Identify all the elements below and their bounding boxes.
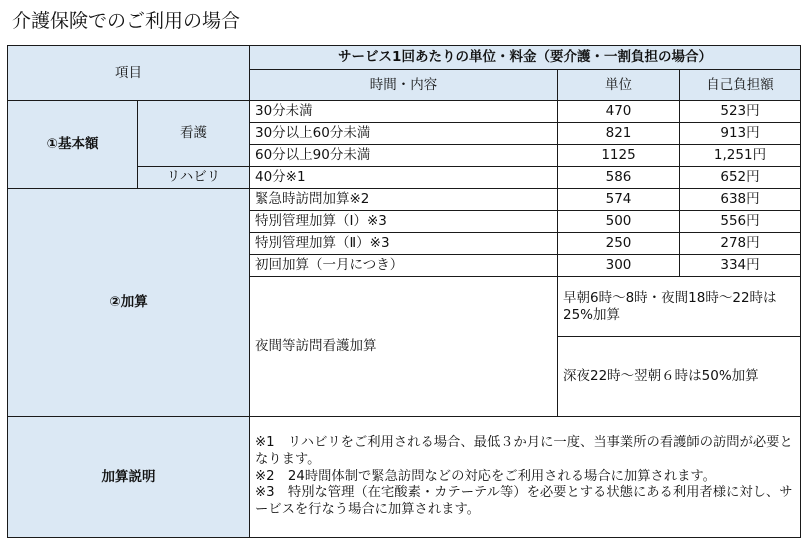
header-item: 項目 — [8, 46, 250, 101]
basic-row-time: 60分以上90分未満 — [250, 145, 558, 167]
header-unit: 単位 — [558, 70, 680, 101]
basic-amount-label: ①基本額 — [8, 101, 138, 189]
addition-row-time: 緊急時訪問加算※2 — [250, 189, 558, 211]
rehab-label: リハビリ — [138, 167, 250, 189]
basic-row-fee: 1,251円 — [680, 145, 801, 167]
basic-row-time: 30分以上60分未満 — [250, 123, 558, 145]
explanation-note: ※3 特別な管理（在宅酸素・カテーテル等）を必要とする状態にある利用者様に対し、サービスを行なう場合に加算されます。 — [255, 485, 793, 517]
header-fee: 自己負担額 — [680, 70, 801, 101]
night-late-rate: 深夜22時～翌朝６時は50%加算 — [558, 337, 801, 417]
basic-row-unit: 1125 — [558, 145, 680, 167]
basic-row-unit: 821 — [558, 123, 680, 145]
addition-row-fee: 638円 — [680, 189, 801, 211]
addition-row-fee: 278円 — [680, 233, 801, 255]
addition-row-time: 初回加算（一月につき） — [250, 255, 558, 277]
basic-row-fee: 652円 — [680, 167, 801, 189]
night-early-rate: 早朝6時～8時・夜間18時～22時は25%加算 — [558, 277, 801, 337]
addition-row-time: 特別管理加算（Ⅰ）※3 — [250, 211, 558, 233]
nursing-label: 看護 — [138, 101, 250, 167]
header-service-title: サービス1回あたりの単位・料金（要介護・一割負担の場合） — [250, 46, 801, 70]
fee-table — [7, 45, 801, 538]
addition-row-fee: 334円 — [680, 255, 801, 277]
addition-row-unit: 300 — [558, 255, 680, 277]
basic-row-fee: 523円 — [680, 101, 801, 123]
basic-row-fee: 913円 — [680, 123, 801, 145]
explanation-notes — [250, 417, 801, 538]
addition-row-time: 特別管理加算（Ⅱ）※3 — [250, 233, 558, 255]
night-visit-label: 夜間等訪問看護加算 — [250, 277, 558, 417]
addition-row-unit: 574 — [558, 189, 680, 211]
addition-row-unit: 500 — [558, 211, 680, 233]
basic-row-time: 30分未満 — [250, 101, 558, 123]
basic-row-time: 40分※1 — [250, 167, 558, 189]
page-title: 介護保険でのご利用の場合 — [12, 10, 241, 32]
addition-row-unit: 250 — [558, 233, 680, 255]
basic-row-unit: 586 — [558, 167, 680, 189]
explanation-note: ※1 リハビリをご利用される場合、最低３か月に一度、当事業所の看護師の訪問が必要となります。 — [255, 435, 793, 468]
header-time-content: 時間・内容 — [250, 70, 558, 101]
explanation-note: ※2 24時間体制で緊急訪問などの対応をご利用される場合に加算されます。 — [255, 468, 716, 484]
addition-label: ②加算 — [8, 189, 250, 417]
basic-row-unit: 470 — [558, 101, 680, 123]
explanation-label: 加算説明 — [8, 417, 250, 538]
addition-row-fee: 556円 — [680, 211, 801, 233]
